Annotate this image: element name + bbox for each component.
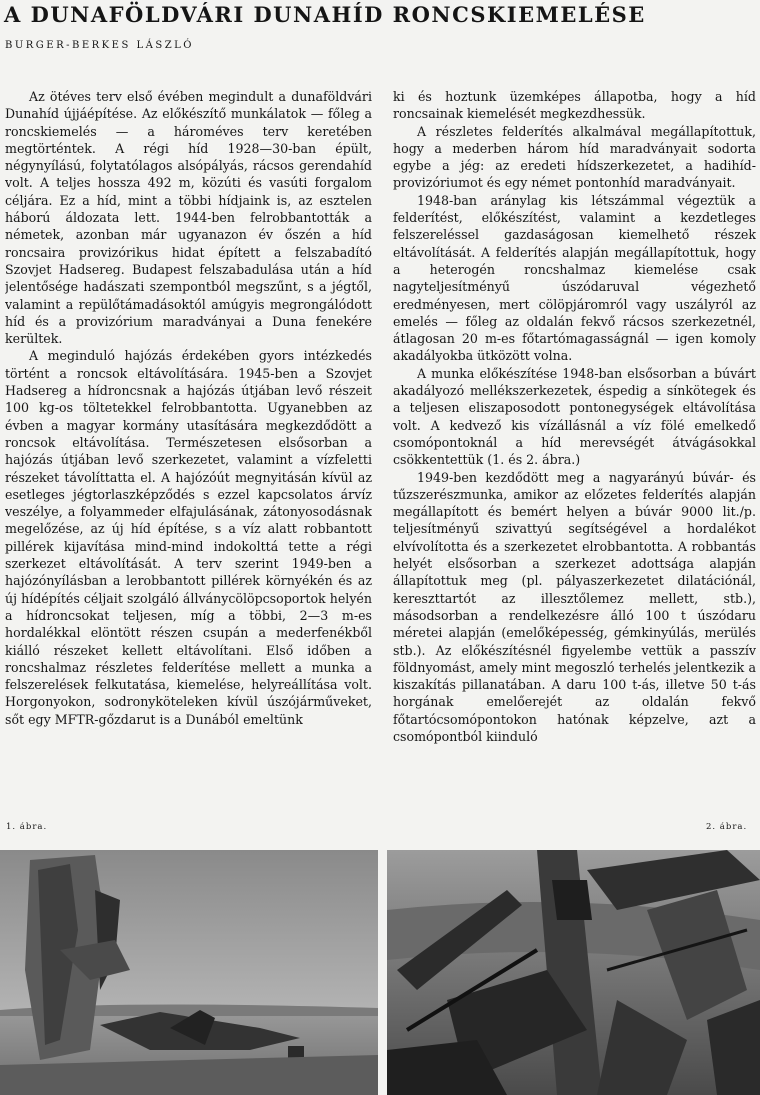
paragraph: ki és hoztunk üzemképes állapotba, hogy a híd roncsainak kiemelését megkezdhessük. — [393, 89, 756, 122]
figure-1-caption: 1. ábra. — [6, 822, 48, 832]
left-text-column — [5, 88, 372, 828]
figure-1-photo — [0, 850, 378, 1095]
paragraph: A meginduló hajózás érdekében gyors intézkedés történt a roncsok eltávolítására. 1945-ben a Szovjet Hadsereg a hídroncsnak a hajózás útjában levő részeit 100 kg-os töltetekkel felrobbantotta. Ugyanebben az évben a magyar kormány utasítására megkezdődött a roncsok eltávolítása. Természetesen elsősorban a hajózás útjában levő szerkezetet, valamint a vízfeletti részeket távolíttatta el. A hajózóút megnyitásán kívül az esetleges jégtorlaszképződés s ezzel kapcsolatos árvíz veszélye, a folyammeder elfajulásának, zátonyosodásnak megelőzése, az új híd építése, s a víz alatt robbantott pillérek kijavítása mind-mind indokolttá tette a régi szerkezet eltávolítását. A terv szerint 1949-ben a hajózónyílásban a lerobbantott pillérek környékén és az új hídépítés céljait szolgáló állványcölöpcsoportok helyén a hídroncsokat teljesen, míg a többi, 2—3 m-es hordalékkal elöntött részen csupán a mederfenékből kiálló részeket kellett eltávolítani. Első időben a roncshalmaz részletes felderítése mellett a munka a felszerelések felkutatása, kiemelése, helyreállítása volt. Horgonyokon, sodronyköteleken kívül úszójárműveket, sőt egy MFTR-gőzdarut is a Dunából emeltünk — [5, 348, 372, 727]
paragraph: 1948-ban aránylag kis létszámmal végeztük a felderítést, előkészítést, valamint a kezdetleges felszereléssel gazdaságosan kiemelhető részek eltávolítását. A felderítés alapján megállapítottuk, hogy a heterogén roncshalmaz kiemelése csak nagyteljesítményű úszódaruval végezhető eredményesen, mert cölöpjáromról vagy uszályról az emelés — főleg az oldalán fekvő rácsos szerkezetnél, átlagosan 20 m-es főtartómagasságnál — igen komoly akadályokba ütközött volna. — [393, 192, 756, 364]
article-author: BURGER-BERKES LÁSZLÓ — [5, 40, 194, 51]
bridge-pier-wreck-image — [0, 850, 378, 1095]
paragraph: 1949-ben kezdődött meg a nagyarányú búvár- és tűzszerészmunka, amikor az előzetes felderítés alapján megállapított és bemért helyen a búvár 9000 lit./p. teljesítményű szivattyú segítségével a hordalékot elvívolította és a szerkezetet elrobbantotta. A robbantás helyét elsősorban a szerkezet adottsága alapján állapítottuk meg (pl. pályaszerkezetet dilatációnál, kereszttartót az illesztőlemez mellett, stb.), másodsorban a rendelkezésre álló 100 t úszódaru méretei alapján (emelőképesség, gémkinyúlás, merülés stb.). Az előkészítésnél figyelembe vettük a passzív földnyomást, amely mint megoszló terhelés jelentkezik a kiszakítás pillanatában. A daru 100 t-ás, illetve 50 t-ás horgának emelőerejét az oldalán fekvő főtartócsomópontokon hatónak képzelve, azt a csomópontból kiinduló — [393, 469, 756, 744]
article-title: A DUNAFÖLDVÁRI DUNAHÍD RONCSKIEMELÉSE — [4, 2, 646, 27]
paragraph: A munka előkészítése 1948-ban elsősorban a búvárt akadályozó mellékszerkezetek, éspedig a sínkötegek és a teljesen eliszaposodott pontonegységek eltávolítása volt. A kedvező kis vízállásnál a víz fölé emelkedő csomópontoknál a híd merevségét átvágásokkal csökkentettük (1. és 2. ábra.) — [393, 365, 756, 468]
figure-2-photo — [387, 850, 760, 1095]
paragraph: A részletes felderítés alkalmával megállapítottuk, hogy a mederben három híd maradványait sodorta egybe a jég: az eredeti hídszerkezetet, a hadihíd-provizóriumot és egy német pontonhíd maradványait. — [393, 123, 756, 191]
right-text-column — [393, 88, 756, 828]
paragraph: Az ötéves terv első évében megindult a dunaföldvári Dunahíd újjáépítése. Az előkészítő munkálatok — főleg a roncskiemelés — a hároméves terv keretében megtörténtek. A régi híd 1928—30-ban épült, négynyílású, folytatólagos alsópályás, rácsos gerendahíd volt. A teljes hossza 492 m, közúti és vasúti forgalom céljára. Ez a híd, mint a többi hídjaink is, az esztelen háború áldozata lett. 1944-ben felrobbantották a németek, azonban már ugyanazon év őszén a híd roncsaira provizórikus hidat épített a felszabadító Szovjet Hadsereg. Budapest felszabadulása után a híd jelentősége hadászati szempontból megszűnt, s a jégtől, valamint a repülőtámadásoktól amúgyis megrongálódott híd és a provizórium maradványai a Duna fenekére kerültek. — [5, 89, 372, 347]
figure-2-caption: 2. ábra. — [706, 822, 748, 832]
truss-wreckage-image — [387, 850, 760, 1095]
